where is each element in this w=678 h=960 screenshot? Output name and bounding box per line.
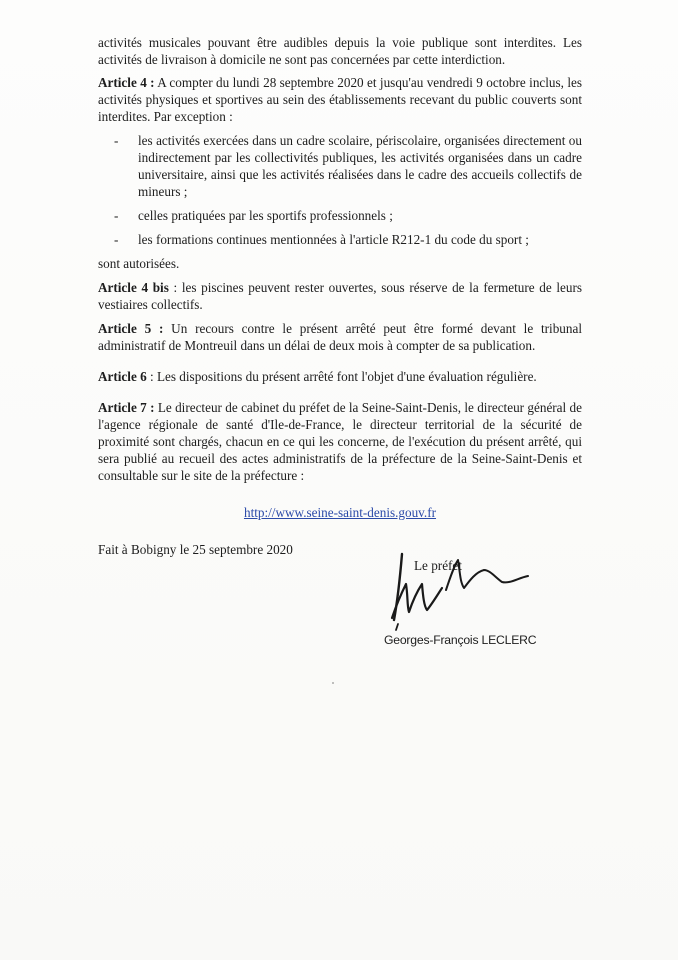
- article-5-text: Un recours contre le présent arrêté peut être formé devant le tribunal administratif de Montreuil dans un délai de deux mois à compter de sa publication.: [98, 321, 582, 353]
- article-4: [98, 74, 582, 125]
- article-4-bis-text: : les piscines peuvent rester ouvertes, sous réserve de la fermeture de leurs vestiaires collectifs.: [98, 280, 582, 312]
- article-4-bis: [98, 279, 582, 313]
- place-date-line: Fait à Bobigny le 25 septembre 2020: [98, 542, 293, 557]
- list-item: [98, 231, 582, 248]
- article-7-label: Article 7 :: [98, 400, 155, 415]
- bullet-dash: -: [114, 133, 119, 148]
- article-4-closing: sont autorisées.: [98, 256, 180, 271]
- exceptions-list: [98, 132, 582, 248]
- document-body: [98, 34, 582, 571]
- signatory-name: Georges-François LECLERC: [384, 633, 537, 647]
- article-6-label: Article 6: [98, 369, 147, 384]
- list-item: [98, 207, 582, 224]
- list-item: [98, 132, 582, 200]
- exception-text: les activités exercées dans un cadre scolaire, périscolaire, organisées directement ou indirectement par les collectivités publiques, les activités organisées dans un cadre universitaire, ainsi que les activités réalisées dans le cadre des accueils collectifs de mineurs ;: [138, 133, 582, 199]
- article-4-bis-label: Article 4 bis: [98, 280, 169, 295]
- article-4-label: Article 4 :: [98, 75, 155, 90]
- article-7-text: Le directeur de cabinet du préfet de la Seine-Saint-Denis, le directeur général de l'agence régionale de santé d'Ile-de-France, le directeur territorial de la sécurité de proximité sont chargés, chacun en ce qui les concerne, de l'exécution du présent arrêté, qui sera publié au recueil des actes administratifs de la préfecture de la Seine-Saint-Denis et consultable sur le site de la préfecture :: [98, 400, 582, 483]
- article-6-text: : Les dispositions du présent arrêté font l'objet d'une évaluation régulière.: [146, 369, 537, 384]
- scan-speck: [332, 682, 334, 684]
- exception-text: les formations continues mentionnées à l'article R212-1 du code du sport ;: [138, 232, 529, 247]
- exception-text: celles pratiquées par les sportifs professionnels ;: [138, 208, 393, 223]
- article-6: [98, 368, 582, 385]
- prefecture-link-line: [98, 504, 582, 521]
- bullet-dash: -: [114, 232, 119, 247]
- bullet-dash: -: [114, 208, 119, 223]
- prefecture-website-link[interactable]: http://www.seine-saint-denis.gouv.fr: [243, 505, 437, 520]
- article-4-text: A compter du lundi 28 septembre 2020 et jusqu'au vendredi 9 octobre inclus, les activités physiques et sportives au sein des établissements recevant du public couverts sont interdites. Par exception :: [98, 75, 582, 124]
- intro-paragraph: activités musicales pouvant être audibles depuis la voie publique sont interdites. Les activités de livraison à domicile ne sont pas concernées par cette interdiction.: [98, 35, 582, 67]
- article-7: [98, 399, 582, 484]
- article-5-label: Article 5 :: [98, 321, 164, 336]
- article-5: [98, 320, 582, 354]
- signatory-title: Le préfet: [414, 558, 462, 573]
